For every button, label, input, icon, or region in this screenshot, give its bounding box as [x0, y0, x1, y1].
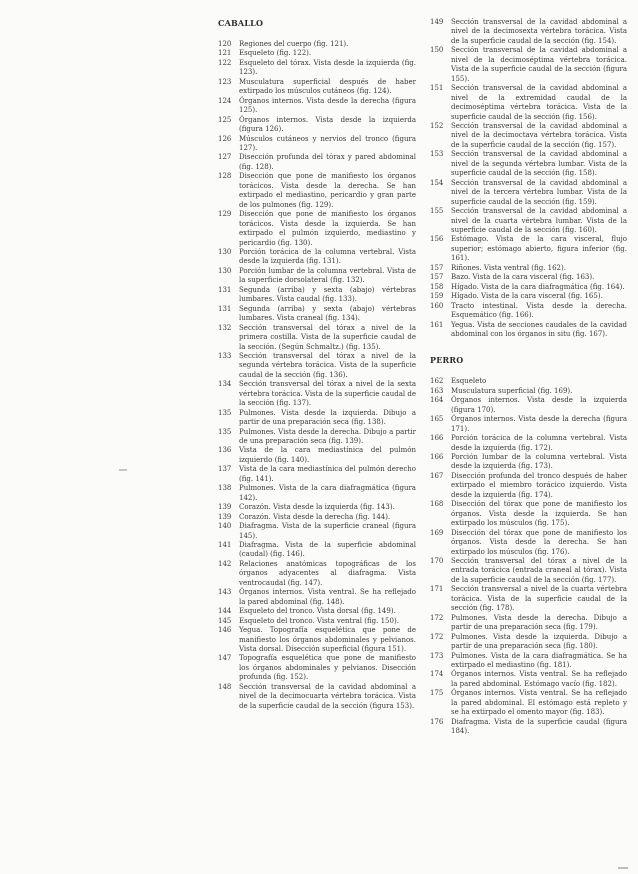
entry-number: 158 [430, 282, 444, 291]
entry-text: Hígado. Vista de la cara diafragmática (fig. 164). [451, 282, 625, 291]
entry-number: 157 [430, 263, 444, 272]
entry-text: Bazo. Vista de la cara visceral (fig. 163). [451, 273, 595, 282]
entry-text: Musculatura superficial (fig. 169). [451, 386, 573, 395]
entry-text: Disección que pone de manifiesto los órganos torácicos. Vista desde la derecha. Se han extirpado el mediastino, pericardio y gran parte de los pulmones (fig. 129). [239, 172, 416, 209]
list-item [218, 116, 416, 135]
list-item [218, 626, 416, 654]
entry-number: 128 [218, 172, 232, 181]
right-column [430, 18, 627, 737]
entry-number: 157 [430, 273, 444, 282]
entry-text: Pulmones. Vista de la cara diafragmática. Se ha extirpado el mediastino (fig. 181). [451, 651, 627, 669]
entry-number: 129 [218, 210, 232, 219]
entry-number: 139 [218, 503, 232, 512]
entry-text: Disección del tórax que pone de manifiesto los órganos. Vista desde la derecha. Se han extirpado los músculos (fig. 176). [451, 528, 627, 556]
list-item [430, 283, 627, 292]
entry-text: Diafragma. Vista de la superficie craneal (figura 145). [239, 522, 416, 540]
left-column [218, 18, 416, 711]
list-item [430, 434, 627, 453]
entry-number: 154 [430, 178, 444, 187]
list-item [430, 670, 627, 689]
list-item [430, 652, 627, 671]
entry-text: Esqueleto (fig. 122). [239, 49, 312, 58]
entry-text: Pulmones. Vista desde la izquierda. Dibujo a partir de una preparación seca (fig. 180). [451, 632, 627, 651]
entry-number: 122 [218, 58, 232, 67]
entry-text: Esqueleto del tronco. Vista ventral (fig. 150). [239, 616, 399, 625]
entry-list-caballo [218, 40, 416, 711]
entry-number: 166 [430, 434, 444, 443]
entry-number: 135 [218, 408, 232, 417]
entry-text: Segunda (arriba) y sexta (abajo) vértebras lumbares. Vista craneal (fig. 134). [239, 304, 416, 323]
entry-text: Pulmones. Vista desde la derecha. Dibujo a partir de una preparación seca (fig. 139). [239, 427, 416, 446]
list-item [430, 84, 627, 122]
list-item [430, 122, 627, 150]
entry-number: 162 [430, 377, 444, 386]
entry-number: 147 [218, 654, 232, 663]
list-item [218, 446, 416, 465]
entry-number: 173 [430, 651, 444, 660]
list-item [218, 617, 416, 626]
entry-text: Sección transversal de la cavidad abdominal a nivel de la decimosexta vértebra torácica. Vista de la superficie caudal de la sección (fig. 154). [451, 18, 627, 45]
entry-number: 150 [430, 46, 444, 55]
entry-number: 175 [430, 689, 444, 698]
entry-text: Pulmones. Vista desde la derecha. Dibujo a partir de una preparación seca (fig. 179). [451, 613, 627, 632]
list-item [430, 377, 627, 386]
entry-text: Órganos internos. Vista desde la izquierda (figura 170). [451, 396, 627, 414]
entry-number: 124 [218, 96, 232, 105]
list-item [218, 503, 416, 512]
entry-number: 171 [430, 585, 444, 594]
entry-list-caballo-continued [430, 18, 627, 339]
entry-number: 130 [218, 266, 232, 275]
entry-text: Sección transversal de la cavidad abdominal a nivel de la decimocuarta vértebra torácica. Vista de la superficie caudal de la sección (figura 153). [239, 682, 416, 710]
list-item [430, 18, 627, 46]
list-item [218, 40, 416, 49]
list-item [430, 396, 627, 415]
entry-number: 120 [218, 40, 232, 48]
section-heading-caballo: CABALLO [218, 18, 264, 28]
entry-text: Pulmones. Vista desde la izquierda. Dibujo a partir de una preparación seca (fig. 138). [239, 408, 416, 427]
page-corner-mark [618, 867, 628, 869]
entry-number: 149 [430, 18, 444, 26]
entry-text: Hígado. Vista de la cara visceral (fig. 165). [451, 292, 603, 301]
list-item [218, 607, 416, 616]
entry-number: 141 [218, 541, 232, 550]
list-item [218, 654, 416, 682]
list-item [430, 207, 627, 235]
entry-text: Disección que pone de manifiesto los órganos torácicos. Vista desde la izquierda. Se han extirpado el pulmón izquierdo, mediastino y pericardio (fig. 130). [239, 210, 416, 247]
entry-text: Órganos internos. Vista desde la derecha (figura 125). [239, 96, 416, 115]
list-item [218, 59, 416, 78]
entry-number: 139 [218, 512, 232, 521]
entry-text: Órganos internos. Vista desde la derecha (figura 171). [451, 415, 627, 433]
entry-number: 132 [218, 323, 232, 332]
entry-text: Diafragma. Vista de la superficie caudal (figura 184). [451, 717, 627, 736]
entry-text: Regiones del cuerpo (fig. 121). [239, 40, 349, 48]
entry-text: Sección transversal del tórax a nivel de la entrada torácica (entrada craneal al tórax). Vista de la superficie caudal de la sección (fig. 177). [451, 557, 627, 584]
entry-number: 153 [430, 150, 444, 159]
entry-number: 164 [430, 396, 444, 405]
entry-text: Yegua. Topografía esquelética que pone de manifiesto los órganos abdominales y pelvianos. Vista dorsal. Disección superficial (figura 151). [239, 626, 416, 653]
list-item [218, 286, 416, 305]
entry-text: Pulmones. Vista de la cara diafragmática (figura 142). [239, 484, 416, 502]
list-item [430, 453, 627, 472]
entry-text: Órganos internos. Vista ventral. Se ha reflejado la pared abdominal. El estómago está repleto y se ha extirpado el omento mayor (fig. 183). [451, 689, 627, 717]
list-item [430, 614, 627, 633]
list-item [218, 522, 416, 541]
entry-text: Órganos internos. Vista ventral. Se ha reflejado la pared abdominal (fig. 148). [239, 588, 416, 606]
entry-number: 127 [218, 153, 232, 162]
list-item [430, 235, 627, 263]
entry-number: 131 [218, 304, 232, 313]
entry-number: 134 [218, 380, 232, 389]
entry-number: 176 [430, 717, 444, 726]
list-item [430, 415, 627, 434]
entry-number: 126 [218, 134, 232, 143]
entry-number: 152 [430, 121, 444, 130]
entry-number: 169 [430, 528, 444, 537]
entry-number: 125 [218, 115, 232, 124]
entry-text: Relaciones anatómicas topográficas de los órganos adyacentes al diafragma. Vista ventrocaudal (fig. 147). [239, 559, 416, 587]
list-item [430, 718, 627, 737]
entry-text: Órganos internos. Vista desde la izquierda (figura 126). [239, 115, 416, 134]
entry-text: Disección del tórax que pone de manifiesto los órganos. Vista desde la izquierda. Se han extirpado los músculos (fig. 175). [451, 500, 627, 528]
entry-text: Vista de la cara mediastínica del pulmón derecho (fig. 141). [239, 465, 416, 483]
entry-number: 142 [218, 559, 232, 568]
entry-list-perro [430, 377, 627, 736]
entry-text: Esqueleto [451, 377, 487, 386]
list-item [218, 380, 416, 408]
entry-number: 121 [218, 49, 232, 58]
list-item [218, 153, 416, 172]
entry-number: 133 [218, 351, 232, 360]
entry-text: Sección transversal de la cavidad abdominal a nivel de la cuarta vértebra lumbar. Vista de la superficie caudal de la sección (fig. 160). [451, 207, 627, 234]
list-item [430, 585, 627, 613]
entry-number: 172 [430, 613, 444, 622]
entry-text: Sección transversal del tórax a nivel de la sexta vértebra torácica. Vista de la superficie caudal de la sección (fig. 137). [239, 380, 416, 408]
list-item [430, 689, 627, 717]
entry-text: Porción lumbar de la columna vertebral. Vista de la superficie dorsolateral (fig. 132). [239, 266, 416, 285]
list-item [218, 135, 416, 154]
entry-number: 130 [218, 247, 232, 256]
entry-text: Esqueleto del tórax. Vista desde la izquierda (fig. 123). [239, 58, 416, 77]
list-item [430, 557, 627, 585]
entry-number: 166 [430, 453, 444, 462]
list-item [430, 273, 627, 282]
entry-number: 123 [218, 77, 232, 86]
list-item [430, 387, 627, 396]
list-item [430, 500, 627, 528]
list-item [430, 46, 627, 84]
entry-number: 145 [218, 616, 232, 625]
entry-number: 151 [430, 84, 444, 93]
entry-text: Sección transversal de la cavidad abdominal a nivel de la segunda vértebra lumbar. Vista de la superficie caudal de la sección (fig. 158). [451, 150, 627, 178]
entry-number: 131 [218, 285, 232, 294]
list-item [430, 321, 627, 340]
list-item [430, 150, 627, 178]
entry-text: Topografía esquelética que pone de manifiesto los órganos abdominales y pelvianos. Disección profunda (fig. 152). [239, 654, 416, 682]
entry-text: Porción lumbar de la columna vertebral. Vista desde la izquierda (fig. 173). [451, 453, 627, 471]
entry-number: 136 [218, 446, 232, 455]
list-item [218, 513, 416, 522]
entry-number: 146 [218, 626, 232, 635]
entry-text: Corazón. Vista desde la izquierda (fig. 143). [239, 503, 395, 512]
entry-number: 172 [430, 632, 444, 641]
list-item [218, 465, 416, 484]
entry-number: 138 [218, 484, 232, 493]
entry-text: Porción torácica de la columna vertebral. Vista desde la izquierda (fig. 172). [451, 434, 627, 452]
list-item [430, 529, 627, 557]
list-item [218, 588, 416, 607]
entry-text: Disección profunda del tórax y pared abdominal (fig. 128). [239, 153, 416, 171]
entry-number: 148 [218, 682, 232, 691]
entry-number: 174 [430, 670, 444, 679]
entry-text: Diafragma. Vista de la superficie abdominal (caudal) (fig. 146). [239, 541, 416, 559]
entry-number: 137 [218, 465, 232, 474]
list-item [218, 352, 416, 380]
entry-text: Sección transversal del tórax a nivel de la primera costilla. Vista de la superficie caudal de la sección. (Según Schmaltz.) (fig. 135). [239, 323, 416, 351]
section-heading-perro: PERRO [430, 355, 464, 366]
list-item [218, 409, 416, 428]
entry-number: 143 [218, 588, 232, 597]
entry-text: Tracto intestinal. Vista desde la derecha. Esquemático (fig. 166). [451, 301, 627, 320]
entry-text: Órganos internos. Vista ventral. Se ha reflejado la pared abdominal. Estómago vacío (fig. 182). [451, 670, 627, 688]
list-item [430, 292, 627, 301]
entry-text: Porción torácica de la columna vertebral. Vista desde la izquierda (fig. 131). [239, 247, 416, 266]
entry-number: 159 [430, 292, 444, 301]
entry-number: 163 [430, 386, 444, 395]
entry-number: 165 [430, 415, 444, 424]
entry-text: Sección transversal a nivel de la cuarta vértebra torácica. Vista de la superficie caudal de la sección (fig. 178). [451, 585, 627, 613]
margin-mark [119, 469, 127, 471]
list-item [430, 633, 627, 652]
entry-text: Yegua. Vista de secciones caudales de la cavidad abdominal con los órganos in situ (fig. 167). [451, 320, 627, 338]
entry-text: Musculatura superficial después de haber extirpado los músculos cutáneos (fig. 124). [239, 77, 416, 96]
list-item [218, 484, 416, 503]
entry-number: 161 [430, 320, 444, 329]
list-item [218, 210, 416, 248]
list-item [218, 97, 416, 116]
list-item [218, 305, 416, 324]
list-item [430, 472, 627, 500]
entry-number: 155 [430, 207, 444, 216]
entry-text: Sección transversal de la cavidad abdominal a nivel de la extremidad caudal de la decimoséptima vértebra torácica. Vista de la superficie caudal de la sección (fig. 156). [451, 84, 627, 121]
list-item [218, 172, 416, 210]
entry-text: Disección profunda del tronco después de haber extirpado el miembro torácico izquierdo. Vista desde la izquierda (fig. 174). [451, 471, 627, 499]
entry-text: Sección transversal de la cavidad abdominal a nivel de la decimoséptima vértebra torácica. Vista de la superficie caudal de la sección (figura 155). [451, 46, 627, 83]
entry-number: 144 [218, 607, 232, 616]
list-item [218, 324, 416, 352]
list-item [430, 179, 627, 207]
entry-text: Esqueleto del tronco. Vista dorsal (fig. 149). [239, 607, 396, 616]
list-item [218, 267, 416, 286]
entry-number: 170 [430, 557, 444, 566]
entry-text: Corazón. Vista desde la derecha (fig. 144). [239, 512, 391, 521]
entry-text: Segunda (arriba) y sexta (abajo) vértebras lumbares. Vista caudal (fig. 133). [239, 285, 416, 304]
entry-text: Vista de la cara mediastínica del pulmón izquierdo (fig. 140). [239, 446, 416, 464]
list-item [218, 541, 416, 560]
entry-number: 167 [430, 471, 444, 480]
list-item [218, 683, 416, 711]
entry-text: Músculos cutáneos y nervios del tronco (figura 127). [239, 134, 416, 152]
entry-number: 168 [430, 500, 444, 509]
entry-number: 160 [430, 301, 444, 310]
list-item [218, 428, 416, 447]
entry-text: Sección transversal de la cavidad abdominal a nivel de la decimoctava vértebra torácica. Vista de la superficie caudal de la sección (fig. 157). [451, 121, 627, 149]
entry-text: Riñones. Vista ventral (fig. 162). [451, 263, 566, 272]
entry-text: Sección transversal de la cavidad abdominal a nivel de la tercera vértebra lumbar. Vista de la superficie caudal de la sección (fig. 159). [451, 178, 627, 206]
list-item [430, 302, 627, 321]
list-item [430, 264, 627, 273]
entry-number: 156 [430, 235, 444, 244]
entry-number: 140 [218, 522, 232, 531]
entry-text: Estómago. Vista de la cara visceral, flujo superior; estómago abierto, figura inferior (fig. 161). [451, 235, 627, 263]
list-item [218, 560, 416, 588]
list-item [218, 248, 416, 267]
entry-text: Sección transversal del tórax a nivel de la segunda vértebra torácica. Vista de la superficie caudal de la sección (fig. 136). [239, 351, 416, 379]
entry-number: 135 [218, 427, 232, 436]
list-item [218, 78, 416, 97]
list-item [218, 49, 416, 58]
